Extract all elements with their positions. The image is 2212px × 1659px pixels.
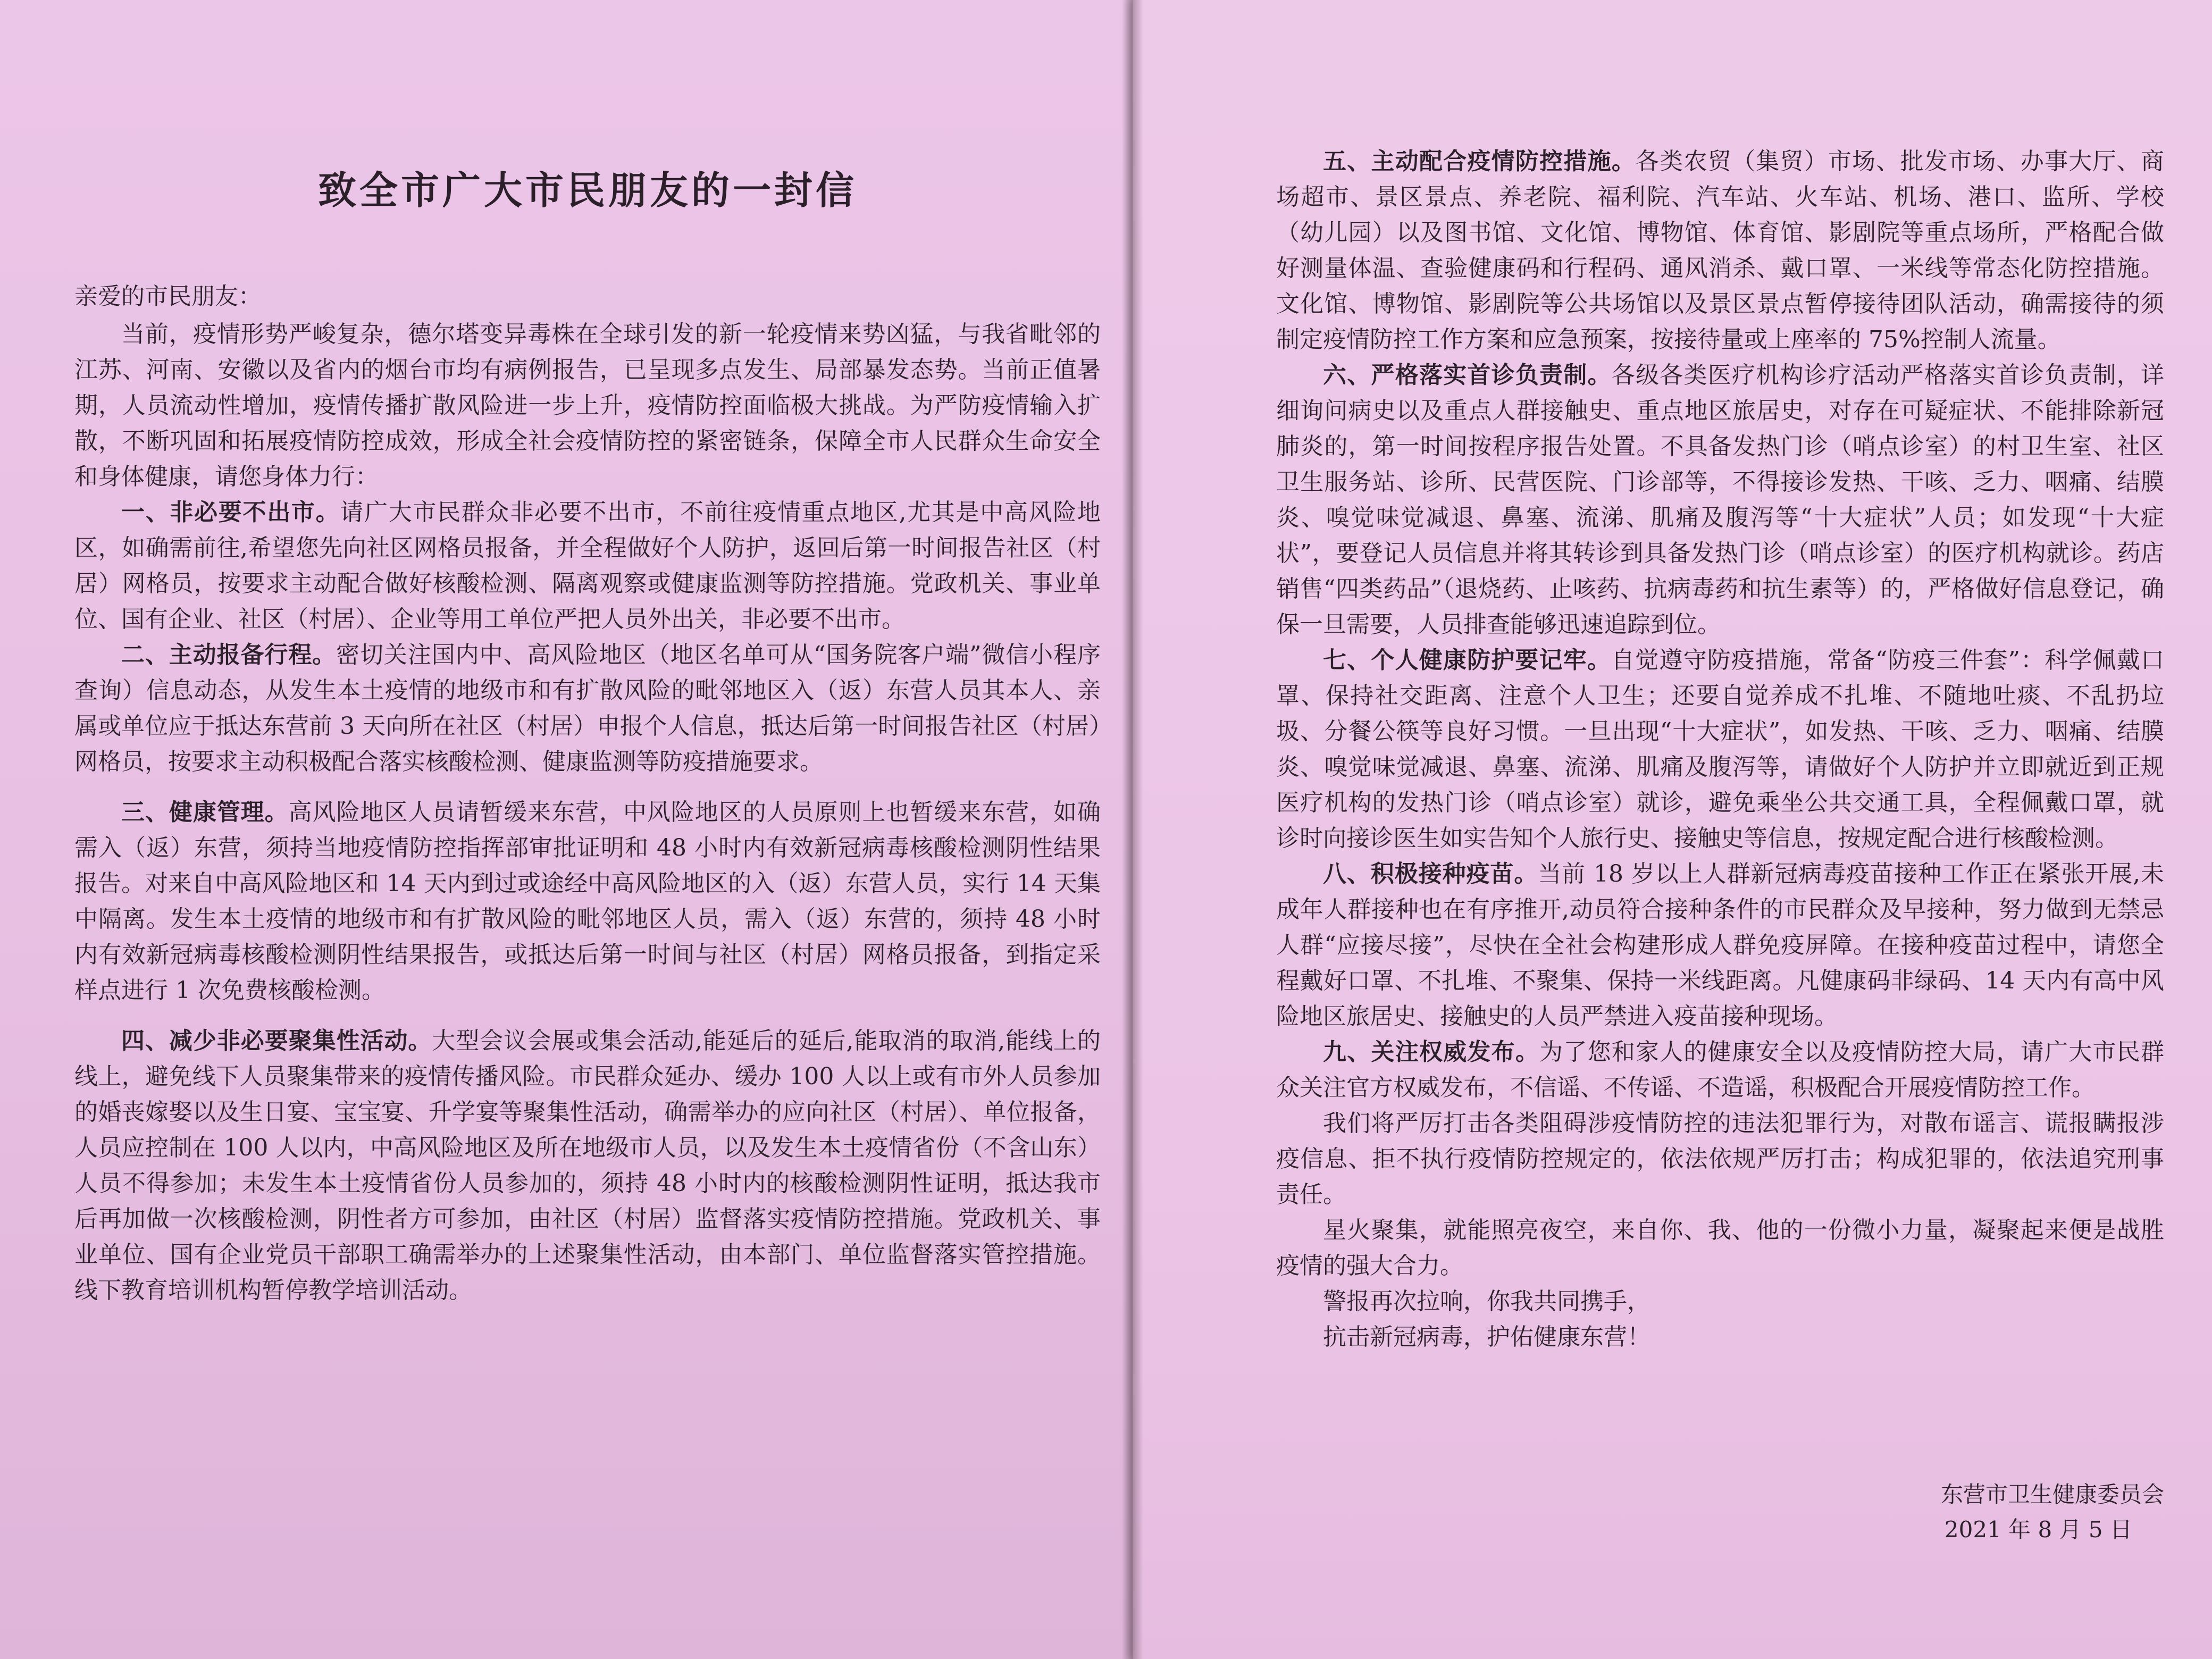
intro-paragraph: 当前，疫情形势严峻复杂，德尔塔变异毒株在全球引发的新一轮疫情来势凶猛，与我省毗邻的江苏、河南、安徽以及省内的烟台市均有病例报告，已呈现多点发生、局部暴发态势。当前正值暑期，人员流动性增加，疫情传播扩散风险进一步上升，疫情防控面临极大挑战。为严防疫情输入扩散，不断巩固和拓展疫情防控成效，形成全社会疫情防控的紧密链条，保障全市人民群众生命安全和身体健康，请您身体力行： (74, 321, 1101, 490)
section-2-body: 密切关注国内中、高风险地区（地区名单可从“国务院客户端”微信小程序查询）信息动态，从发生本土疫情的地级市和有扩散风险的毗邻地区入（返）东营人员其本人、亲属或单位应于抵达东营前 3 天向所在社区（村居）申报个人信息，抵达后第一时间报告社区（村居）网格员，按要求主动积极配合落实核酸检测、健康监测等防疫措施要求。 (74, 641, 1101, 775)
section-2 (74, 637, 1101, 780)
closing-line-2: 抗击新冠病毒，护佑健康东营！ (1323, 1323, 1650, 1351)
section-6-heading: 六、严格落实首诊负责制。 (1323, 362, 1612, 389)
section-4-body: 大型会议会展或集会活动,能延后的延后,能取消的取消,能线上的线上，避免线下人员聚集带来的疫情传播风险。市民群众延办、缓办 100 人以上或有市外人员参加的婚丧嫁娶以及生日宴、宝宝宴、升学宴等聚集性活动，确需举办的应向社区（村居）、单位报备，人员应控制在 100 人以内，中高风险地区及所在地级市人员，以及发生本土疫情省份（不含山东）人员不得参加；未发生本土疫情省份人员参加的，须持 48 小时内的核酸检测阴性证明，抵达我市后再加做一次核酸检测，阴性者方可参加，由社区（村居）监督落实疫情防控措施。党政机关、事业单位、国有企业党员干部职工确需举办的上述聚集性活动，由本部门、单位监督落实管控措施。线下教育培训机构暂停教学培训活动。 (74, 1027, 1101, 1304)
right-page (1133, 0, 2212, 1659)
section-8-heading: 八、积极接种疫苗。 (1323, 860, 1538, 887)
section-5 (1276, 144, 2164, 357)
section-9 (1276, 1034, 2164, 1105)
salutation: 亲爱的市民朋友： (74, 283, 262, 310)
signature-organization: 东营市卫生健康委员会 (1940, 1481, 2164, 1507)
section-4 (74, 1023, 1101, 1308)
section-3 (74, 794, 1101, 1008)
section-1-body: 请广大市民群众非必要不出市，不前往疫情重点地区,尤其是中高风险地区，如确需前往,希望您先向社区网格员报备，并全程做好个人防护，返回后第一时间报告社区（村居）网格员，按要求主动配合做好核酸检测、隔离观察或健康监测等防控措施。党政机关、事业单位、国有企业、社区（村居）、企业等用工单位严把人员外出关，非必要不出市。 (74, 499, 1101, 633)
section-5-heading: 五、主动配合疫情防控措施。 (1323, 148, 1636, 175)
section-1 (74, 495, 1101, 637)
section-1-heading: 一、非必要不出市。 (121, 499, 340, 526)
section-6 (1276, 357, 2164, 642)
section-3-body: 高风险地区人员请暂缓来东营，中风险地区的人员原则上也暂缓来东营，如确需入（返）东营，须持当地疫情防控指挥部审批证明和 48 小时内有效新冠病毒核酸检测阴性结果报告。对来自中高风险地区和 14 天内到过或途经中高风险地区的入（返）东营人员，实行 14 天集中隔离。发生本土疫情的地级市和有扩散风险的毗邻地区人员，需入（返）东营的，须持 48 小时内有效新冠病毒核酸检测阴性结果报告，或抵达后第一时间与社区（村居）网格员报备，到指定采样点进行 1 次免费核酸检测。 (74, 799, 1101, 1004)
section-7-heading: 七、个人健康防护要记牢。 (1323, 647, 1612, 674)
section-7 (1276, 642, 2164, 856)
section-2-heading: 二、主动报备行程。 (121, 641, 337, 668)
section-6-body: 各级各类医疗机构诊疗活动严格落实首诊负责制，详细询问病史以及重点人群接触史、重点地区旅居史，对存在可疑症状、不能排除新冠肺炎的，第一时间按程序报告处置。不具备发热门诊（哨点诊室）的村卫生室、社区卫生服务站、诊所、民营医院、门诊部等，不得接诊发热、干咳、乏力、咽痛、结膜炎、嗅觉味觉减退、鼻塞、流涕、肌痛及腹泻等“十大症状”人员；如发现“十大症状”，要登记人员信息并将其转诊到具备发热门诊（哨点诊室）的医疗机构就诊。药店销售“四类药品”（退烧药、止咳药、抗病毒药和抗生素等）的，严格做好信息登记，确保一旦需要，人员排查能够迅速追踪到位。 (1276, 362, 2165, 638)
section-9-body: 为了您和家人的健康安全以及疫情防控大局，请广大市民群众关注官方权威发布，不信谣、不传谣、不造谣，积极配合开展疫情防控工作。 (1276, 1038, 2165, 1101)
section-9-heading: 九、关注权威发布。 (1323, 1038, 1540, 1066)
section-8 (1276, 856, 2164, 1034)
section-5-body: 各类农贸（集贸）市场、批发市场、办事大厅、商场超市、景区景点、养老院、福利院、汽车站、火车站、机场、港口、监所、学校（幼儿园）以及图书馆、文化馆、博物馆、体育馆、影剧院等重点场所，严格配合做好测量体温、查验健康码和行程码、通风消杀、戴口罩、一米线等常态化防控措施。文化馆、博物馆、影剧院等公共场馆以及景区景点暂停接待团队活动，确需接待的须制定疫情防控工作方案和应急预案，按接待量或上座率的 75%控制人流量。 (1276, 148, 2165, 353)
warning-paragraph: 我们将严厉打击各类阻碍涉疫情防控的违法犯罪行为，对散布谣言、谎报瞒报涉疫信息、拒不执行疫情防控规定的，依法依规严厉打击；构成犯罪的，依法追究刑事责任。 (1276, 1110, 2164, 1208)
section-8-body: 当前 18 岁以上人群新冠病毒疫苗接种工作正在紧张开展,未成年人群接种也在有序推开,动员符合接种条件的市民群众及早接种，努力做到无禁忌人群“应接尽接”，尽快在全社会构建形成人群免疫屏障。在接种疫苗过程中，请您全程戴好口罩、不扎堆、不聚集、保持一米线距离。凡健康码非绿码、14 天内有高中风险地区旅居史、接触史的人员严禁进入疫苗接种现场。 (1276, 860, 2165, 1030)
encourage-paragraph: 星火聚集，就能照亮夜空，来自你、我、他的一份微小力量，凝聚起来便是战胜疫情的强大合力。 (1276, 1217, 2164, 1279)
letter-title: 致全市广大市民朋友的一封信 (317, 167, 857, 213)
section-3-heading: 三、健康管理。 (121, 799, 289, 826)
signature-date: 2021 年 8 月 5 日 (1944, 1516, 2132, 1543)
closing-line-1: 警报再次拉响，你我共同携手， (1323, 1288, 1650, 1315)
section-4-heading: 四、减少非必要聚集性活动。 (121, 1027, 432, 1054)
section-7-body: 自觉遵守防疫措施，常备“防疫三件套”：科学佩戴口罩、保持社交距离、注意个人卫生；还要自觉养成不扎堆、不随地吐痰、不乱扔垃圾、分餐公筷等良好习惯。一旦出现“十大症状”，如发热、干咳、乏力、咽痛、结膜炎、嗅觉味觉减退、鼻塞、流涕、肌痛及腹泻等，请做好个人防护并立即就近到正规医疗机构的发热门诊（哨点诊室）就诊，避免乘坐公共交通工具，全程佩戴口罩，就诊时向接诊医生如实告知个人旅行史、接触史等信息，按规定配合进行核酸检测。 (1276, 647, 2164, 852)
page-fold-shadow (1122, 0, 1143, 1659)
